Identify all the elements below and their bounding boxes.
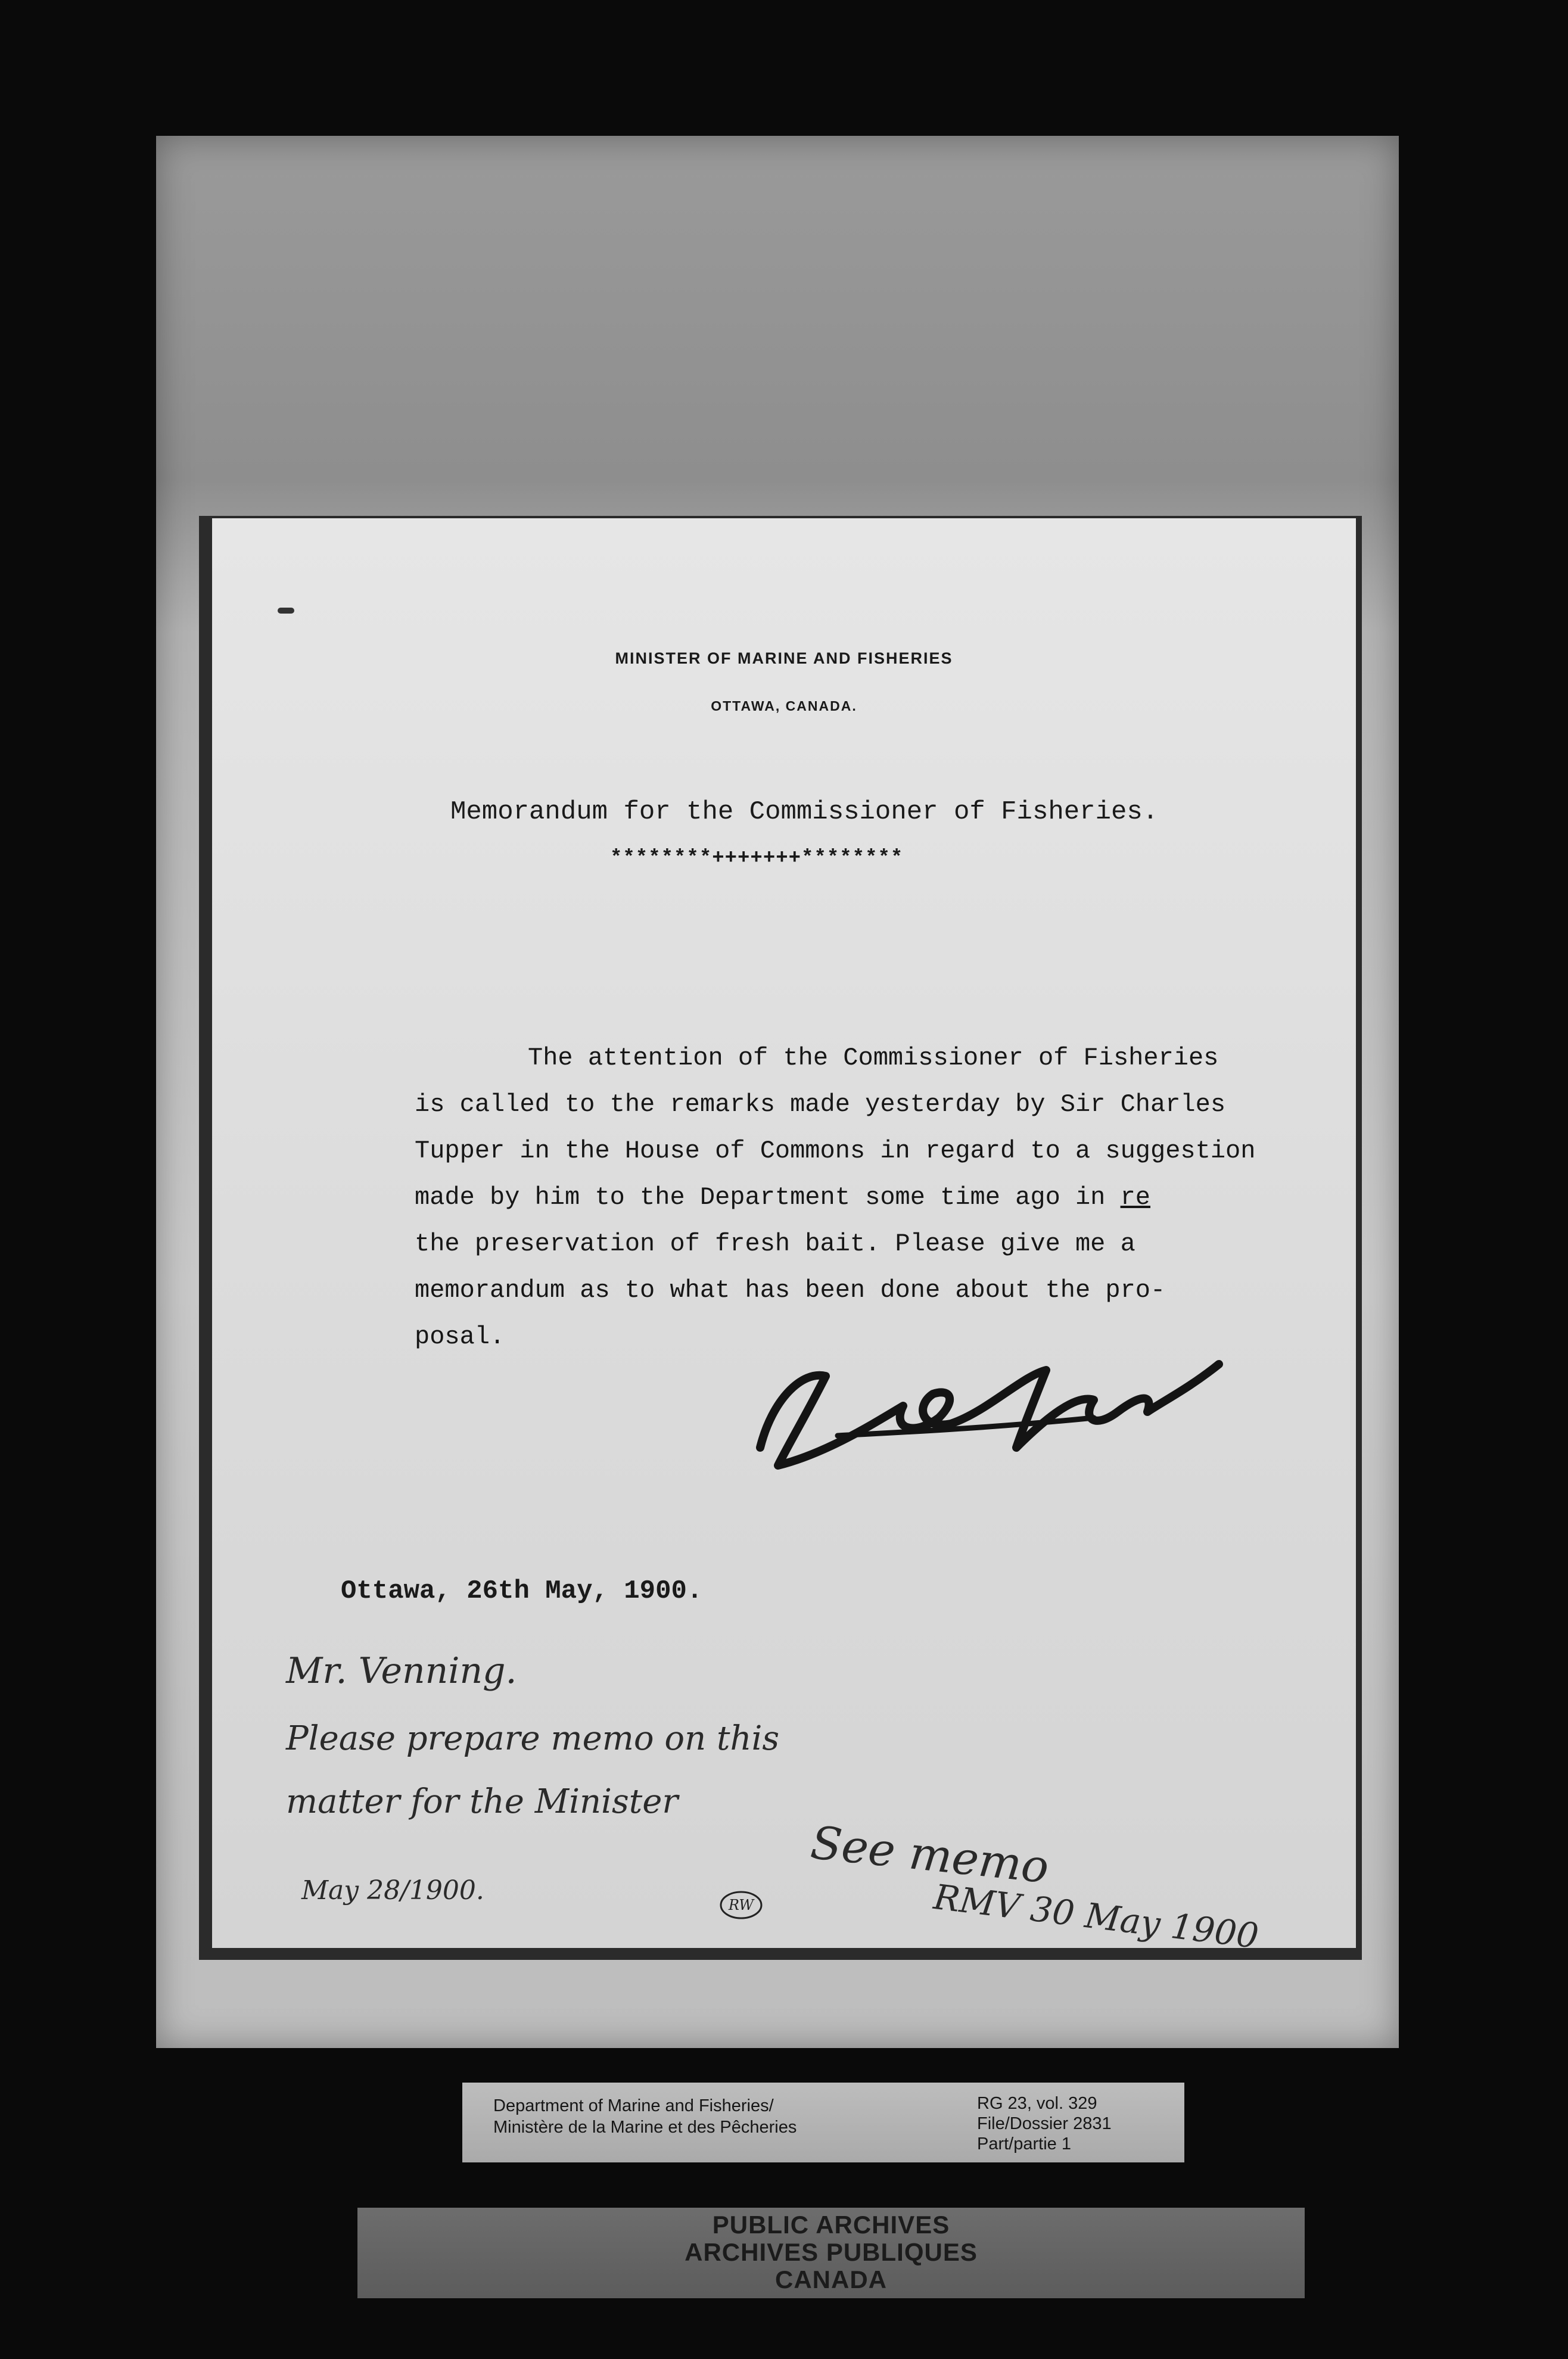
memo-rule: ********+++++++******** <box>610 847 904 870</box>
label-part: Part/partie 1 <box>977 2134 1071 2153</box>
handwritten-annotation: See memo <box>808 1816 1051 1894</box>
label-file: File/Dossier 2831 <box>977 2114 1112 2133</box>
memo-body-line-1: The attention of the Commissioner of Fisheries <box>528 1044 1219 1072</box>
label-record-group: RG 23, vol. 329 <box>977 2094 1097 2113</box>
ink-mark <box>278 608 294 614</box>
handwritten-addressee: Mr. Venning. <box>286 1650 517 1692</box>
archive-reference-label <box>462 2083 1184 2162</box>
initials-stamp-text: RW <box>728 1897 754 1913</box>
letterhead-line-2: OTTAWA, CANADA. <box>711 698 857 714</box>
banner-line-2: ARCHIVES PUBLIQUES <box>685 2238 978 2266</box>
memo-body-line-7: posal. <box>415 1322 505 1351</box>
memo-body-underlined-word: re <box>1120 1183 1151 1212</box>
label-dept-english: Department of Marine and Fisheries/ <box>493 2096 774 2115</box>
memo-body-line-5: the preservation of fresh bait. Please give me a <box>415 1230 1135 1258</box>
letterhead-line-1: MINISTER OF MARINE AND FISHERIES <box>615 649 953 667</box>
memo-body-line-2: is called to the remarks made yesterday by Sir Charles <box>415 1090 1226 1119</box>
signature <box>736 1328 1237 1483</box>
memo-body-line-6: memorandum as to what has been done about the pro- <box>415 1276 1166 1305</box>
memo-title: Memorandum for the Commissioner of Fisheries. <box>450 797 1159 827</box>
banner-line-1: PUBLIC ARCHIVES <box>712 2211 950 2239</box>
archive-banner <box>357 2208 1305 2298</box>
memo-body-line-4-text: made by him to the Department some time ago in <box>415 1183 1121 1212</box>
memo-page <box>212 518 1356 1957</box>
handwritten-instruction-line-2: matter for the Minister <box>286 1782 679 1821</box>
initials-stamp <box>718 1890 764 1921</box>
handwritten-instruction-line-1: Please prepare memo on this <box>286 1719 780 1758</box>
memo-body-line-4 <box>415 1183 1150 1212</box>
memo-body-line-3: Tupper in the House of Commons in regard to a suggestion <box>415 1137 1256 1165</box>
handwritten-annotation-date: RMV 30 May 1900 <box>931 1876 1261 1957</box>
memo-date: Ottawa, 26th May, 1900. <box>341 1576 703 1606</box>
banner-line-3: CANADA <box>775 2265 887 2293</box>
handwritten-date: May 28/1900. <box>301 1875 484 1906</box>
label-dept-french: Ministère de la Marine et des Pêcheries <box>493 2118 797 2137</box>
